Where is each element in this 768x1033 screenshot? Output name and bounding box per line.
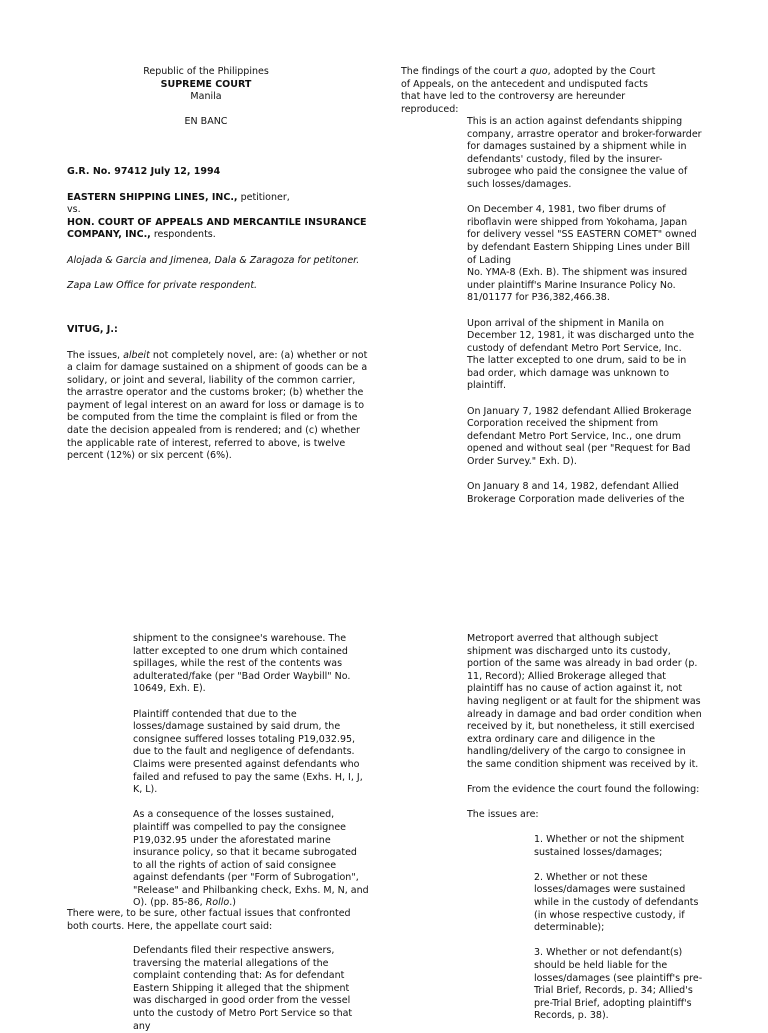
court-header [55, 66, 357, 128]
counsel-petitioner: Alojada & Garcia and Jimenea, Dala & Zaragoza for petitoner. [67, 254, 360, 266]
quote-paragraph: Upon arrival of the shipment in Manila on December 12, 1981, it was discharged unto the custody of defendant Metro Port Service, Inc. The latter excepted to one drum, said to be in bad order, which damage was unknown to plaintiff. [467, 317, 695, 392]
ponente: VITUG, J.: [67, 324, 118, 336]
counsel-respondent: Zapa Law Office for private respondent. [67, 279, 258, 291]
petitioner-name: EASTERN SHIPPING LINES, INC., [67, 191, 238, 203]
subrogation-text-1: As a consequence of the losses sustained, plaintiff was compelled to pay the consignee P19,032.95 under the aforestated marine insurance policy, so that it became subrogated to all the rights of action of said consignee against defendants (per "Form of Subrogation", "Release" and Philbanking check, Exhs. M, N, and O). (pp. 85-86, [133, 809, 369, 909]
subrogation-paragraph [133, 809, 369, 910]
quote-paragraph: Plaintiff contended that due to the losses/damage sustained by said drum, the consignee suffered losses totaling P19,032.95, due to the fault and negligence of defendants. Claims were presented against defendants who failed and refused to pay the same (Exhs. H, I, J, K, L). [133, 708, 363, 796]
defendants-answer-paragraph: Defendants filed their respective answers, traversing the material allegations of the complaint contending that: As for defendant Eastern Shipping it alleged that the shipment was discharged in good order from the vessel unto the custody of Metro Port Service so that any [133, 945, 353, 1032]
evidence-line: From the evidence the court found the following: [467, 784, 700, 796]
petitioner-line [67, 192, 369, 205]
defendants-answer [133, 945, 369, 1033]
republic-line: Republic of the Philippines [143, 66, 269, 77]
petitioner-role: petitioner, [237, 191, 290, 203]
findings-text-2: , adopted by the Court of Appeals, on the antecedent and undisputed facts that have led to the controversy are hereunder reproduced: [401, 66, 656, 115]
vs-line: vs. [67, 204, 81, 216]
court-name: SUPREME COURT [160, 78, 252, 90]
page-top [0, 0, 768, 512]
issues-paragraph [67, 350, 369, 463]
respondent-line [67, 217, 369, 242]
left-column-top [67, 66, 369, 463]
quote-paragraph: On January 7, 1982 defendant Allied Brokerage Corporation received the shipment from defendant Metro Port Service, Inc., one drum opened and without seal (per "Request for Bad Order Survey." Exh. D). [467, 405, 692, 468]
respondent-name: HON. COURT OF APPEALS AND MERCANTILE INSURANCE COMPANY, INC., [67, 216, 367, 241]
respondent-role: respondents. [150, 229, 216, 241]
issues-text-1: The issues, [67, 349, 124, 361]
quote-top [467, 116, 702, 506]
right-column-top [401, 66, 666, 116]
city-line: Manila [190, 91, 222, 103]
metroport-paragraph: Metroport averred that although subject shipment was discharged unto its custody, portion of the same was already in bad order (p. 11, Record); Allied Brokerage alleged that plaintiff has no cause of action against it, not having negligent or at fault for the shipment was already in damage and bad order condition when received by it, but nonetheless, it still exercised extra ordinary care and diligence in the handling/delivery of the cargo to consignee in the same condition shipment was received by it. [467, 633, 702, 770]
subrogation-rollo: Rollo [205, 897, 230, 909]
issue-item: 1. Whether or not the shipment sustained losses/damages; [534, 834, 685, 858]
quote-paragraph: No. YMA-8 (Exh. B). The shipment was insured under plaintiff's Marine Insurance Policy No. 81/01177 for P36,382,466.38. [467, 267, 688, 304]
quote-paragraph: This is an action against defendants shipping company, arrastre operator and broker-forwarder for damages sustained by a shipment while in defendants' custody, filed by the insurer-subrogee who paid the consignee the value of such losses/damages. [467, 116, 702, 190]
issues-are-line: The issues are: [467, 809, 539, 821]
other-issues [67, 908, 357, 933]
findings-intro [401, 66, 666, 116]
issues-albeit: albeit [123, 349, 150, 361]
issue-list [534, 834, 704, 1023]
quote-bottom-left [133, 633, 369, 910]
case-number: G.R. No. 97412 July 12, 1994 [67, 166, 221, 178]
issue-item: 3. Whether or not defendant(s) should be held liable for the losses/damages (see plaintiff's pre-Trial Brief, Records, p. 34; Allied's pre-Trial Brief, adopting plaintiff's Records, p. 38). [534, 947, 703, 1022]
quote-paragraph: shipment to the consignee's warehouse. The latter excepted to one drum which contained spillages, while the rest of the contents was adulterated/fake (per "Bad Order Waybill" No. 10649, Exh. E). [133, 633, 351, 695]
division-line: EN BANC [184, 115, 228, 127]
right-column-bottom [467, 633, 703, 822]
other-issues-paragraph: There were, to be sure, other factual issues that confronted both courts. Here, the appellate court said: [67, 908, 351, 932]
subrogation-text-2: .) [229, 897, 236, 909]
issue-item: 2. Whether or not these losses/damages were sustained while in the custody of defendants (in whose respective custody, if determinable); [534, 871, 699, 934]
findings-aquo: a quo [520, 66, 548, 77]
issues-text-2: not completely novel, are: (a) whether or not a claim for damage sustained on a shipment of goods can be a solidary, or joint and several, liability of the common carrier, the arrastre operator and the customs broker; (b) whether the payment of legal interest on an award for loss or damage is to be computed from the time the complaint is filed or from the date the decision appealed from is rendered; and (c) whether the applicable rate of interest, referred to above, is twelve percent (12%) or six percent (6%). [67, 349, 368, 462]
quote-paragraph: On January 8 and 14, 1982, defendant Allied Brokerage Corporation made deliveries of the [467, 481, 685, 505]
quote-paragraph: On December 4, 1981, two fiber drums of riboflavin were shipped from Yokohama, Japan for delivery vessel "SS EASTERN COMET" owned by defendant Eastern Shipping Lines under Bill of Lading [467, 204, 697, 266]
page-bottom [0, 512, 768, 1032]
findings-text-1: The findings of the court [401, 66, 521, 77]
